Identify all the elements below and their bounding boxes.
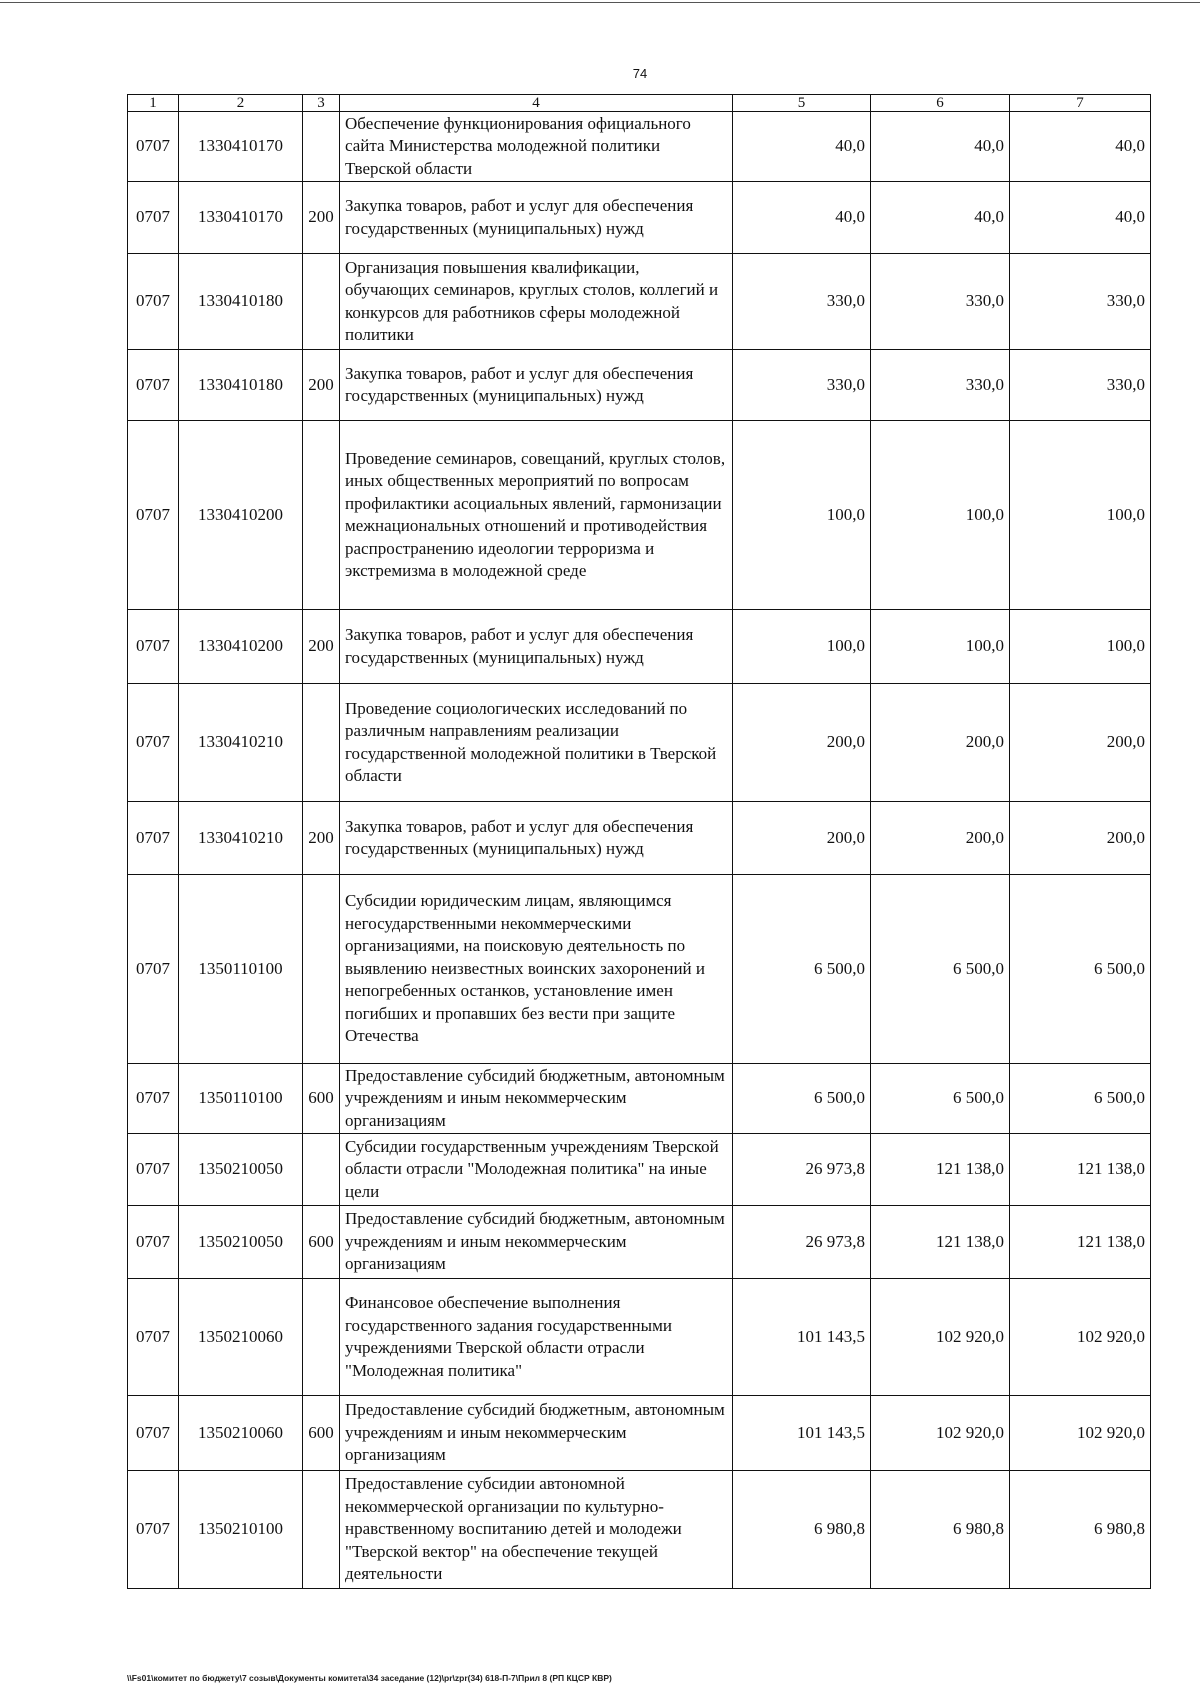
- amount-col5-cell: 6 500,0: [733, 1064, 871, 1134]
- amount-col5-cell: 330,0: [733, 254, 871, 350]
- header-row: [128, 95, 1151, 112]
- expense-type-cell: [303, 1134, 340, 1206]
- expense-type-cell: 200: [303, 350, 340, 421]
- column-header: 2: [179, 95, 303, 112]
- table-row: [128, 112, 1151, 182]
- amount-col7-cell: 6 500,0: [1010, 1064, 1151, 1134]
- description-cell: Закупка товаров, работ и услуг для обеспечения государственных (муниципальных) нужд: [340, 350, 733, 421]
- table-row: [128, 182, 1151, 254]
- description-cell: Закупка товаров, работ и услуг для обеспечения государственных (муниципальных) нужд: [340, 610, 733, 684]
- column-header: 5: [733, 95, 871, 112]
- section-code-cell: 0707: [128, 254, 179, 350]
- expense-type-cell: [303, 254, 340, 350]
- amount-col6-cell: 200,0: [871, 684, 1010, 802]
- target-article-cell: 1330410210: [179, 684, 303, 802]
- amount-col7-cell: 200,0: [1010, 802, 1151, 875]
- description-cell: Субсидии государственным учреждениям Тверской области отрасли "Молодежная политика" на иные цели: [340, 1134, 733, 1206]
- table-row: [128, 350, 1151, 421]
- amount-col5-cell: 26 973,8: [733, 1206, 871, 1279]
- amount-col6-cell: 121 138,0: [871, 1134, 1010, 1206]
- section-code-cell: 0707: [128, 684, 179, 802]
- expense-type-cell: 200: [303, 610, 340, 684]
- amount-col6-cell: 6 500,0: [871, 875, 1010, 1064]
- amount-col5-cell: 101 143,5: [733, 1396, 871, 1471]
- table-row: [128, 684, 1151, 802]
- amount-col6-cell: 40,0: [871, 112, 1010, 182]
- section-code-cell: 0707: [128, 1396, 179, 1471]
- amount-col7-cell: 102 920,0: [1010, 1396, 1151, 1471]
- table-row: [128, 1206, 1151, 1279]
- description-cell: Закупка товаров, работ и услуг для обеспечения государственных (муниципальных) нужд: [340, 182, 733, 254]
- description-cell: Проведение социологических исследований по различным направлениям реализации государственной молодежной политики в Тверской области: [340, 684, 733, 802]
- column-header: 7: [1010, 95, 1151, 112]
- description-cell: Проведение семинаров, совещаний, круглых столов, иных общественных мероприятий по вопросам профилактики асоциальных явлений, гармонизации межнациональных отношений и противодействия распространению идеологии терроризма и экстремизма в молодежной среде: [340, 421, 733, 610]
- target-article-cell: 1330410200: [179, 421, 303, 610]
- description-cell: Предоставление субсидий бюджетным, автономным учреждениям и иным некоммерческим организациям: [340, 1206, 733, 1279]
- expense-type-cell: 600: [303, 1206, 340, 1279]
- amount-col7-cell: 121 138,0: [1010, 1206, 1151, 1279]
- expense-type-cell: [303, 875, 340, 1064]
- section-code-cell: 0707: [128, 1206, 179, 1279]
- target-article-cell: 1350110100: [179, 1064, 303, 1134]
- footer-file-path: \\Fs01\комитет по бюджету\7 созыв\Документы комитета\34 заседание (12)\pr\zpr(34) 618-П-7\Прил 8 (РП КЦСР КВР): [127, 1673, 612, 1683]
- target-article-cell: 1330410170: [179, 182, 303, 254]
- amount-col6-cell: 330,0: [871, 254, 1010, 350]
- expense-type-cell: [303, 1471, 340, 1589]
- amount-col5-cell: 100,0: [733, 421, 871, 610]
- expense-type-cell: 200: [303, 802, 340, 875]
- table-row: [128, 1396, 1151, 1471]
- amount-col7-cell: 102 920,0: [1010, 1279, 1151, 1396]
- section-code-cell: 0707: [128, 182, 179, 254]
- amount-col7-cell: 40,0: [1010, 182, 1151, 254]
- table-row: [128, 802, 1151, 875]
- target-article-cell: 1330410180: [179, 254, 303, 350]
- amount-col6-cell: 6 500,0: [871, 1064, 1010, 1134]
- section-code-cell: 0707: [128, 350, 179, 421]
- expense-type-cell: [303, 684, 340, 802]
- target-article-cell: 1350210060: [179, 1396, 303, 1471]
- amount-col6-cell: 102 920,0: [871, 1279, 1010, 1396]
- column-header: 6: [871, 95, 1010, 112]
- description-cell: Предоставление субсидий бюджетным, автономным учреждениям и иным некоммерческим организациям: [340, 1396, 733, 1471]
- amount-col7-cell: 6 500,0: [1010, 875, 1151, 1064]
- amount-col5-cell: 40,0: [733, 182, 871, 254]
- target-article-cell: 1350210050: [179, 1206, 303, 1279]
- amount-col6-cell: 6 980,8: [871, 1471, 1010, 1589]
- expense-type-cell: [303, 1279, 340, 1396]
- amount-col7-cell: 100,0: [1010, 610, 1151, 684]
- amount-col7-cell: 200,0: [1010, 684, 1151, 802]
- target-article-cell: 1350210060: [179, 1279, 303, 1396]
- amount-col7-cell: 100,0: [1010, 421, 1151, 610]
- section-code-cell: 0707: [128, 1279, 179, 1396]
- description-cell: Субсидии юридическим лицам, являющимся негосударственными некоммерческими организациями, на поисковую деятельность по выявлению неизвестных воинских захоронений и непогребенных останков, установление имен погибших и пропавших без вести при защите Отечества: [340, 875, 733, 1064]
- section-code-cell: 0707: [128, 610, 179, 684]
- amount-col5-cell: 100,0: [733, 610, 871, 684]
- budget-table: [127, 94, 1151, 1589]
- amount-col6-cell: 200,0: [871, 802, 1010, 875]
- description-cell: Предоставление субсидии автономной некоммерческой организации по культурно-нравственному воспитанию детей и молодежи "Тверской вектор" на обеспечение текущей деятельности: [340, 1471, 733, 1589]
- section-code-cell: 0707: [128, 875, 179, 1064]
- amount-col6-cell: 100,0: [871, 421, 1010, 610]
- target-article-cell: 1350210100: [179, 1471, 303, 1589]
- section-code-cell: 0707: [128, 802, 179, 875]
- amount-col5-cell: 6 500,0: [733, 875, 871, 1064]
- expense-type-cell: 200: [303, 182, 340, 254]
- target-article-cell: 1330410180: [179, 350, 303, 421]
- description-cell: Финансовое обеспечение выполнения государственного задания государственными учреждениями Тверской области отрасли "Молодежная политика": [340, 1279, 733, 1396]
- amount-col6-cell: 102 920,0: [871, 1396, 1010, 1471]
- section-code-cell: 0707: [128, 1064, 179, 1134]
- target-article-cell: 1350110100: [179, 875, 303, 1064]
- amount-col7-cell: 6 980,8: [1010, 1471, 1151, 1589]
- column-header: 3: [303, 95, 340, 112]
- amount-col7-cell: 40,0: [1010, 112, 1151, 182]
- amount-col5-cell: 40,0: [733, 112, 871, 182]
- table-row: [128, 1064, 1151, 1134]
- amount-col5-cell: 200,0: [733, 802, 871, 875]
- top-rule: [0, 2, 1200, 3]
- table-row: [128, 1471, 1151, 1589]
- description-cell: Предоставление субсидий бюджетным, автономным учреждениям и иным некоммерческим организациям: [340, 1064, 733, 1134]
- amount-col7-cell: 330,0: [1010, 254, 1151, 350]
- column-header: 1: [128, 95, 179, 112]
- expense-type-cell: [303, 112, 340, 182]
- amount-col5-cell: 6 980,8: [733, 1471, 871, 1589]
- section-code-cell: 0707: [128, 112, 179, 182]
- amount-col6-cell: 100,0: [871, 610, 1010, 684]
- section-code-cell: 0707: [128, 421, 179, 610]
- column-header: 4: [340, 95, 733, 112]
- amount-col7-cell: 330,0: [1010, 350, 1151, 421]
- target-article-cell: 1330410210: [179, 802, 303, 875]
- table-row: [128, 421, 1151, 610]
- table-row: [128, 610, 1151, 684]
- target-article-cell: 1330410200: [179, 610, 303, 684]
- expense-type-cell: 600: [303, 1396, 340, 1471]
- amount-col5-cell: 200,0: [733, 684, 871, 802]
- amount-col7-cell: 121 138,0: [1010, 1134, 1151, 1206]
- amount-col5-cell: 101 143,5: [733, 1279, 871, 1396]
- amount-col6-cell: 40,0: [871, 182, 1010, 254]
- description-cell: Закупка товаров, работ и услуг для обеспечения государственных (муниципальных) нужд: [340, 802, 733, 875]
- section-code-cell: 0707: [128, 1134, 179, 1206]
- table-row: [128, 1134, 1151, 1206]
- table-row: [128, 1279, 1151, 1396]
- section-code-cell: 0707: [128, 1471, 179, 1589]
- target-article-cell: 1350210050: [179, 1134, 303, 1206]
- page-number: 74: [632, 66, 648, 81]
- description-cell: Обеспечение функционирования официального сайта Министерства молодежной политики Тверской области: [340, 112, 733, 182]
- amount-col5-cell: 330,0: [733, 350, 871, 421]
- description-cell: Организация повышения квалификации, обучающих семинаров, круглых столов, коллегий и конкурсов для работников сферы молодежной политики: [340, 254, 733, 350]
- amount-col6-cell: 121 138,0: [871, 1206, 1010, 1279]
- expense-type-cell: [303, 421, 340, 610]
- table-row: [128, 875, 1151, 1064]
- expense-type-cell: 600: [303, 1064, 340, 1134]
- target-article-cell: 1330410170: [179, 112, 303, 182]
- table-row: [128, 254, 1151, 350]
- amount-col6-cell: 330,0: [871, 350, 1010, 421]
- amount-col5-cell: 26 973,8: [733, 1134, 871, 1206]
